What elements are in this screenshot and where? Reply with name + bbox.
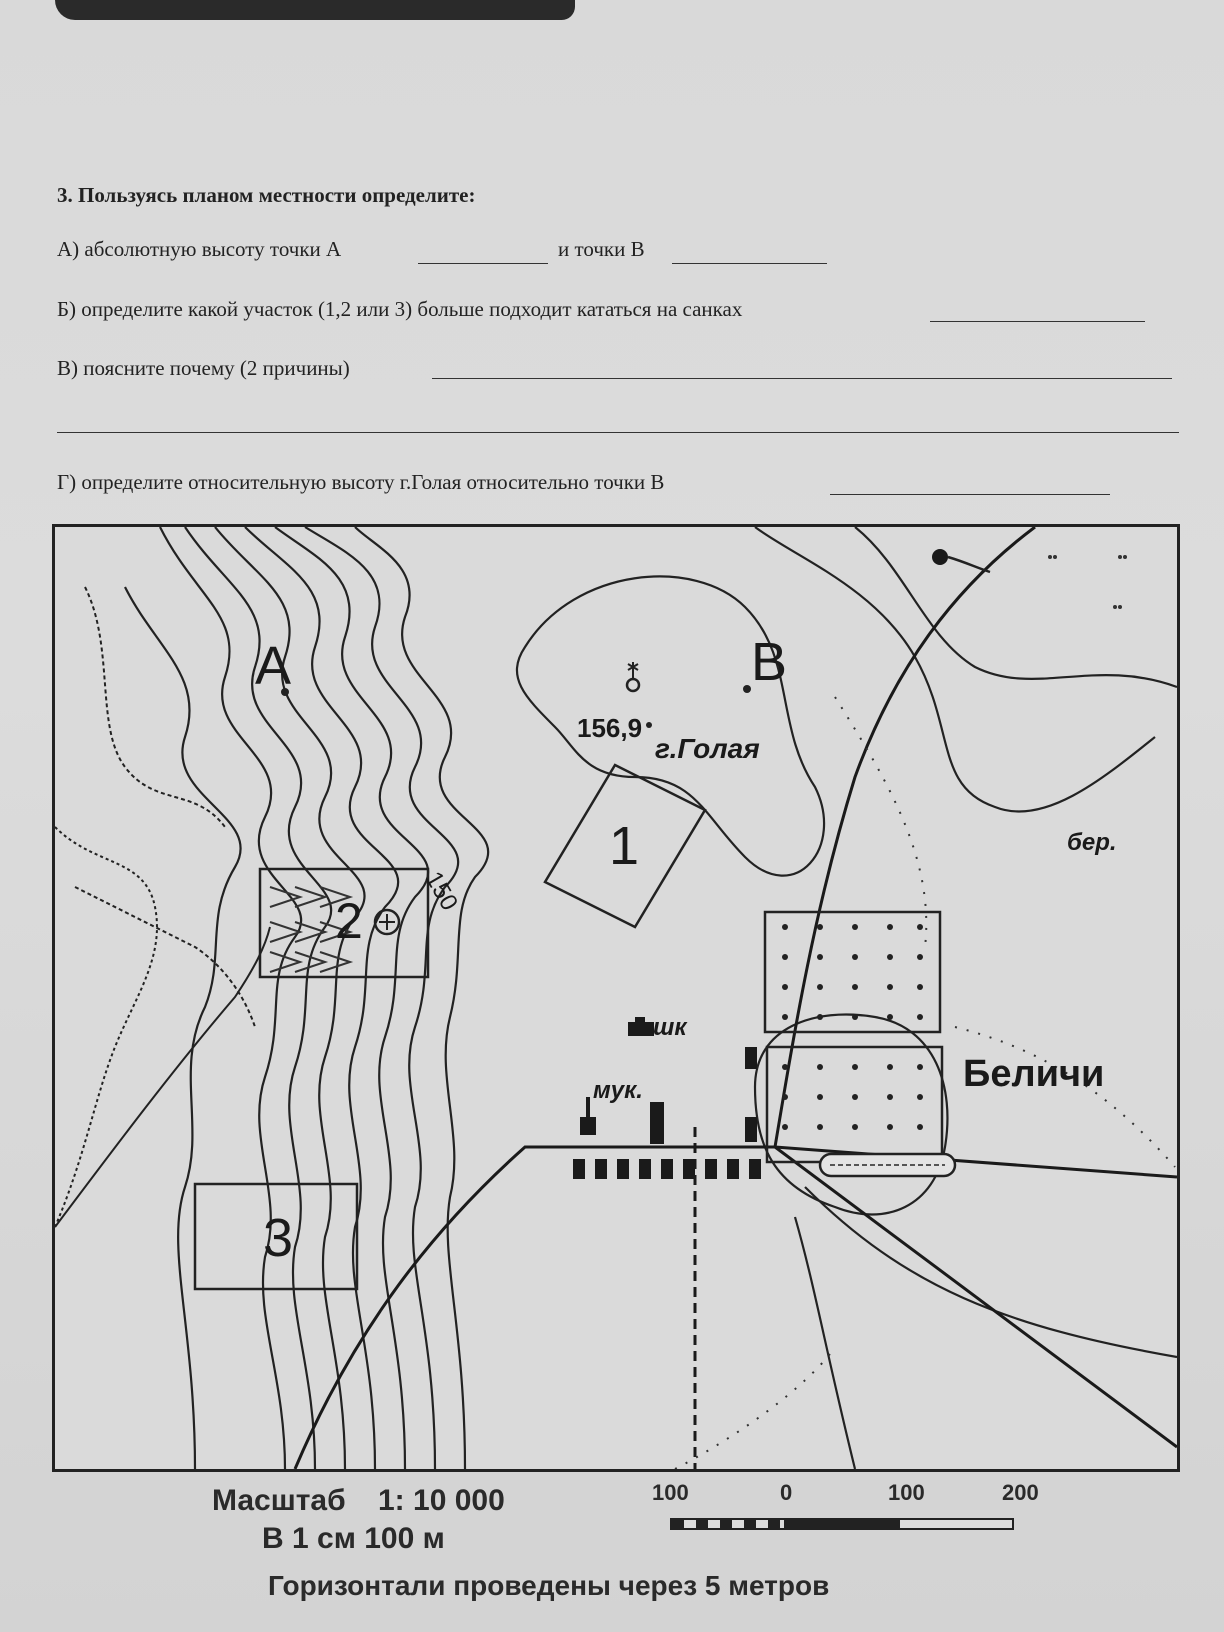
- point-b-label: В: [751, 632, 788, 692]
- summit-marker: [646, 722, 652, 728]
- answer-blank-question-v-line2[interactable]: [57, 432, 1179, 433]
- answer-blank-a[interactable]: [418, 263, 548, 264]
- scale-bar: [670, 1518, 1020, 1532]
- question-b: Б) определите какой участок (1,2 или 3) больше подходит кататься на санках: [57, 297, 743, 321]
- topographic-map: [52, 524, 1180, 1472]
- village-buildings: [573, 1047, 761, 1179]
- point-a-label: А: [255, 636, 292, 696]
- school-icon: [628, 1017, 654, 1036]
- well-icon: [932, 549, 990, 572]
- forest-icon: [375, 910, 399, 934]
- scale-title: Масштаб: [212, 1484, 346, 1517]
- question-a-part1: А) абсолютную высоту точки А: [57, 237, 342, 261]
- area-1-label: 1: [609, 816, 640, 876]
- scale-tick-0: 0: [780, 1480, 793, 1505]
- ravine-lines: [55, 587, 270, 1227]
- school-label: шк: [653, 1014, 687, 1041]
- map-drawing: [55, 527, 1177, 1469]
- scale-named: В 1 см 100 м: [262, 1522, 445, 1555]
- scale-tick-200: 200: [1002, 1480, 1039, 1505]
- summit-height-label: 156,9: [577, 713, 643, 743]
- contour-150-label: 150: [419, 867, 464, 916]
- area-2-label: 2: [335, 893, 363, 949]
- contour-interval-note: Горизонтали проведены через 5 метров: [268, 1570, 830, 1601]
- area-3-label: 3: [263, 1208, 294, 1268]
- answer-blank-question-b[interactable]: [930, 321, 1145, 322]
- scale-tick-100-right: 100: [888, 1480, 925, 1505]
- birch-label: бер.: [1067, 829, 1117, 856]
- village-label: Беличи: [963, 1053, 1105, 1095]
- meadow-marks: [1048, 555, 1127, 609]
- summit-name-label: г.Голая: [655, 733, 760, 764]
- question-v: В) поясните почему (2 причины): [57, 356, 350, 380]
- question-g: Г) определите относительную высоту г.Голая относительно точки В: [57, 470, 665, 494]
- point-b-marker: [743, 685, 751, 693]
- answer-blank-question-v[interactable]: [432, 378, 1172, 379]
- orchard-blocks: [765, 912, 942, 1162]
- mill-label: мук.: [593, 1077, 643, 1104]
- answer-blank-question-g[interactable]: [830, 494, 1110, 495]
- task-title: 3. Пользуясь планом местности определите:: [57, 183, 476, 207]
- page-shadow: [55, 0, 575, 20]
- lake-icon: [820, 1154, 955, 1176]
- scale-tick-100-left: 100: [652, 1480, 689, 1505]
- scale-ratio: 1: 10 000: [378, 1484, 505, 1517]
- answer-blank-b-point[interactable]: [672, 263, 827, 264]
- tower-icon: [627, 662, 639, 691]
- question-a-part2: и точки В: [558, 237, 645, 261]
